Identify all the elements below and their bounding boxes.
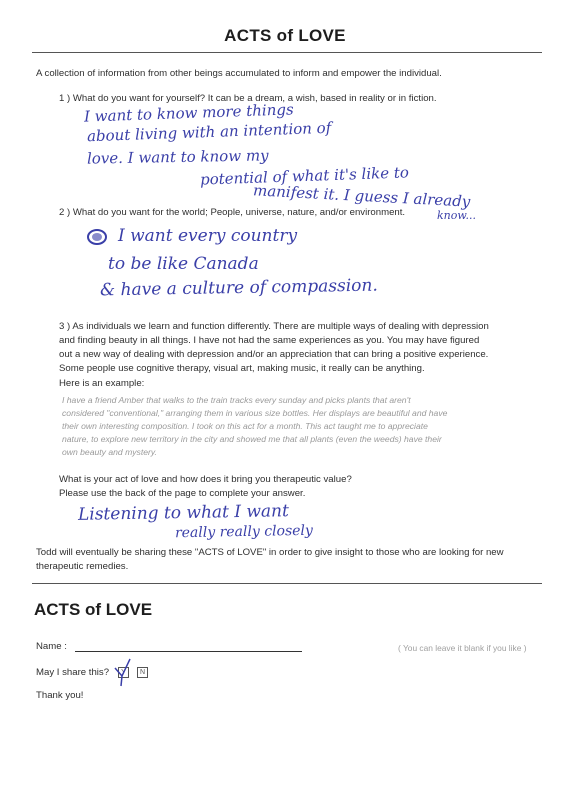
answer-2-line-1: I want every country bbox=[118, 226, 298, 246]
form-title: ACTS of LOVE bbox=[34, 600, 153, 619]
answer-3-line-2: really really closely bbox=[174, 522, 314, 542]
example-line-3: their own interesting composition. I took on this act for a month. This act taught me to appreciate bbox=[62, 421, 428, 431]
thank-you-text: Thank you! bbox=[36, 690, 84, 701]
blank-hint: ( You can leave it blank if you like ) bbox=[398, 643, 527, 653]
answer-1-line-4: potential of what it's like to bbox=[199, 163, 410, 189]
question-3-line-3: out a new way of dealing with depression and/or an appreciation that can bring a positive experience. bbox=[59, 349, 489, 360]
question-3-line-2: and finding beauty in all things. I have not had the same experiences as you. You may have figured bbox=[59, 335, 480, 346]
section-divider bbox=[32, 583, 542, 584]
question-3-line-4: Some people use cognitive therapy, visual art, making music, it really can be anything. bbox=[59, 363, 425, 374]
answer-2-line-3: & have a culture of compassion. bbox=[99, 275, 378, 301]
answer-1-line-1: I want to know more things bbox=[83, 100, 294, 126]
example-intro: Here is an example: bbox=[59, 378, 145, 389]
share-label: May I share this? bbox=[36, 667, 110, 678]
answer-2-line-2: to be like Canada bbox=[108, 254, 259, 274]
share-yes-label: Y bbox=[121, 669, 126, 676]
prompt-line-1: What is your act of love and how does it bring you therapeutic value? bbox=[59, 474, 352, 485]
closing-line-1: Todd will eventually be sharing these "ACTS of LOVE" in order to give insight to those who are looking for new bbox=[36, 547, 504, 558]
intro-text: A collection of information from other beings accumulated to inform and empower the individual. bbox=[36, 68, 442, 79]
answer-1-line-3: love. I want to know my bbox=[86, 146, 269, 168]
share-no-checkbox[interactable] bbox=[137, 667, 148, 678]
checkmark-icon bbox=[112, 656, 134, 688]
answer-3-line-1: Listening to what I want bbox=[77, 501, 290, 525]
bullet-scribble-icon bbox=[85, 227, 109, 247]
page-title: ACTS of LOVE bbox=[224, 26, 346, 45]
closing-line-2: therapeutic remedies. bbox=[36, 561, 129, 572]
question-3-line-1: 3 ) As individuals we learn and function differently. There are multiple ways of dealing with depression bbox=[59, 321, 489, 332]
example-line-4: nature, to explore new territory in the city and showed me that all plants (even the weeds) have their bbox=[62, 434, 442, 444]
share-no-label: N bbox=[139, 669, 146, 676]
example-line-1: I have a friend Amber that walks to the train tracks every sunday and picks plants that aren't bbox=[62, 395, 411, 405]
example-line-2: considered "conventional," arranging them in various size bottles. Her displays are beautiful and have bbox=[62, 408, 448, 418]
header-divider bbox=[32, 52, 542, 53]
prompt-line-2: Please use the back of the page to complete your answer. bbox=[59, 488, 306, 499]
question-1: 1 ) What do you want for yourself? It can be a dream, a wish, based in reality or in fiction. bbox=[59, 93, 437, 104]
answer-1-line-5: manifest it. I guess I already bbox=[252, 181, 471, 211]
name-label: Name : bbox=[36, 641, 67, 652]
answer-1-line-6: know... bbox=[437, 209, 476, 222]
example-line-5: own beauty and mystery. bbox=[62, 447, 157, 457]
question-2: 2 ) What do you want for the world; People, universe, nature, and/or environment. bbox=[59, 207, 406, 218]
answer-1-line-2: about living with an intention of bbox=[86, 118, 332, 146]
name-input-line[interactable] bbox=[75, 651, 302, 652]
